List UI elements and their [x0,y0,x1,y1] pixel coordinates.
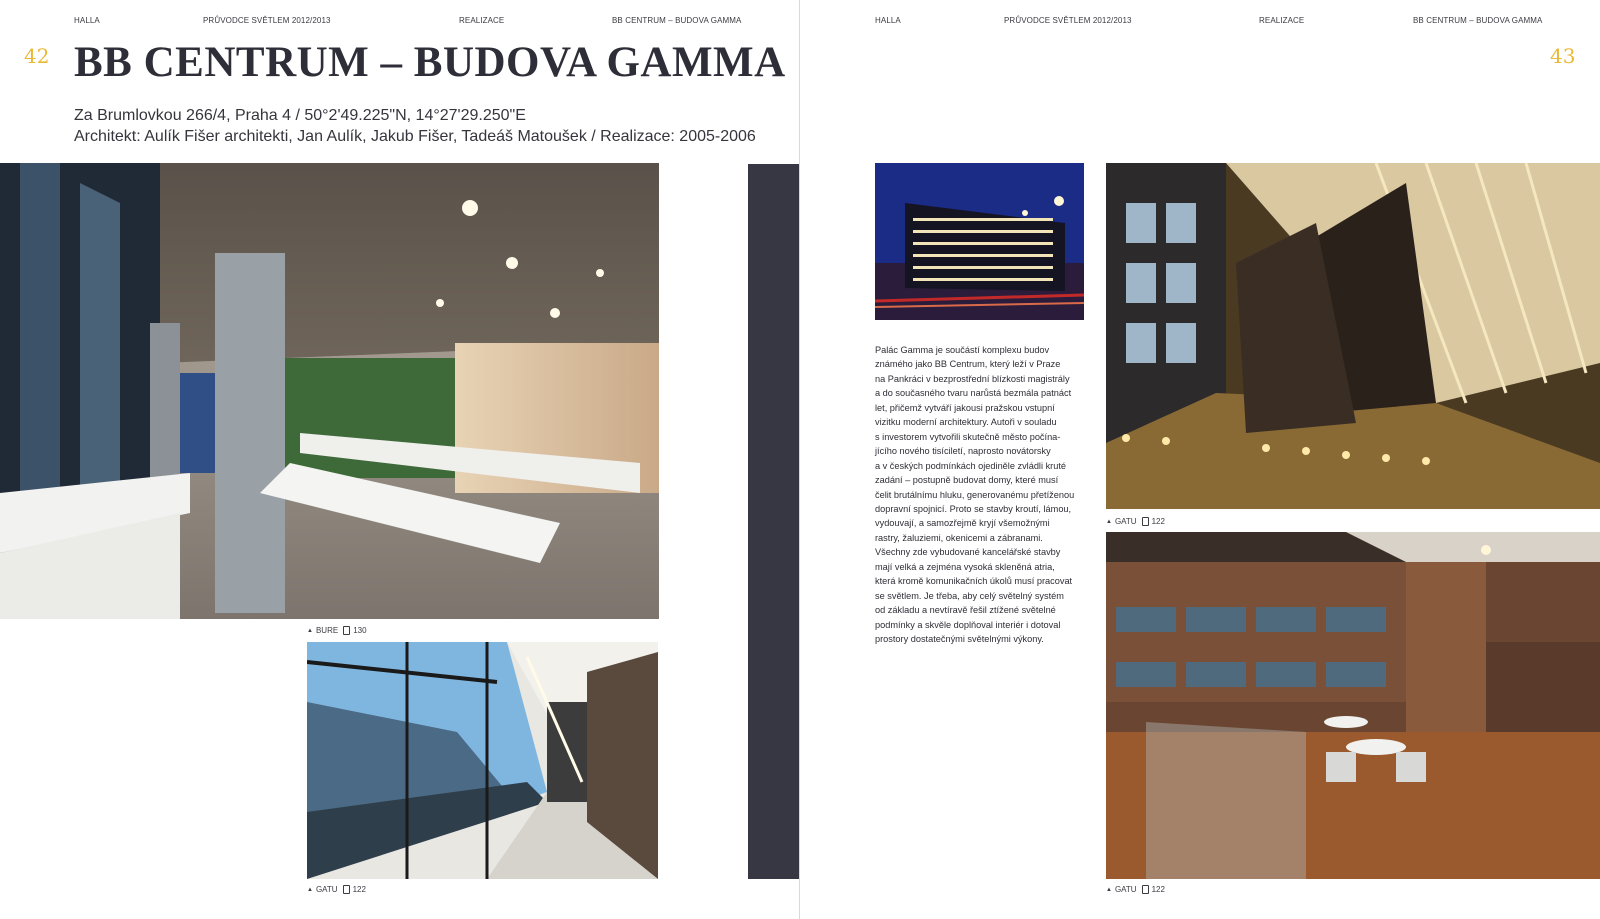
body-line: dopravní spojnicí. Proto se stavby kroutí, lámou, [875,503,1072,514]
architect-line: Architekt: Aulík Fišer architekti, Jan Aulík, Jakub Fišer, Tadeáš Matoušek / Realizace: 2005-2006 [74,128,756,145]
caption-brand: BURE [315,626,339,635]
caption-triangle-icon: ▲ [307,886,313,893]
caption-page-ref: 130 [353,626,367,635]
page-ref-icon [343,885,350,894]
corridor-illustration [307,642,658,879]
photo-caption-bure [307,626,367,635]
caption-brand: GATU [1114,885,1137,894]
atrium-illustration [1106,163,1600,509]
running-head-section-right: REALIZACE [1259,16,1305,25]
body-line: a do současného tvaru narůstá bezmála patnáct [875,388,1072,399]
body-line: se světlem. Je třeba, aby celý světelný systém [875,590,1064,601]
body-line: známého jako BB Centrum, který leží v Praze [875,359,1061,370]
body-line: vydouvají, a samozřejmě kryjí všemožnými [875,518,1050,529]
caption-triangle-icon: ▲ [307,627,313,634]
running-head-section: REALIZACE [459,16,505,25]
running-head-article-right: BB CENTRUM – BUDOVA GAMMA [1413,16,1543,25]
body-line: od základu a nevtíravě řešil ztížené světelné [875,605,1056,616]
article-title: BB CENTRUM – BUDOVA GAMMA [74,39,786,86]
caption-page-ref: 122 [352,885,366,894]
body-line: která kromě komunikačních úkolů musí pracovat [875,576,1073,587]
body-line: a v českých podmínkách ojediněle zvládli kruté [875,460,1066,471]
page-ref-icon [1142,885,1149,894]
page-number-left: 42 [24,44,50,68]
night-building-illustration [875,163,1084,320]
running-head-publisher-right: HALLA [875,16,901,25]
photo-atrium-skylight [1106,163,1600,509]
body-line: rastry, žaluziemi, okenicemi a zábranami. [875,532,1043,543]
canteen-illustration [0,163,659,619]
running-head-guide-right: PRŮVODCE SVĚTLEM 2012/2013 [1004,16,1132,25]
body-line: Palác Gamma je součástí komplexu budov [875,345,1050,355]
page-gutter [799,0,800,919]
body-line: let, přičemž vytváří jakousi pražskou vstupní [875,402,1055,413]
caption-brand: GATU [1114,517,1137,526]
body-line: vizitku moderní architektury. Autoři v souladu [875,417,1057,428]
body-line: čelit brutálnímu hluku, generovanému přetíženou [875,489,1075,500]
running-head-guide: PRŮVODCE SVĚTLEM 2012/2013 [203,16,331,25]
caption-page-ref: 122 [1151,885,1165,894]
body-line: podmínky a skvěle doplňoval interiér i dotoval [875,619,1061,630]
page-ref-icon [343,626,350,635]
photo-caption-gatu-left [307,885,366,894]
body-line: mají velká a zejména vysoká skleněná atria, [875,561,1055,572]
lobby-illustration [1106,532,1600,879]
caption-triangle-icon: ▲ [1106,518,1112,525]
caption-page-ref: 122 [1151,517,1165,526]
body-line: zadání – postupně budovat domy, které musí [875,475,1059,486]
running-head-publisher: HALLA [74,16,100,25]
body-line: s investorem vytvořili skutečně město počína- [875,431,1061,442]
body-line: jícího nového tisíciletí, naprosto novátorsky [875,446,1051,457]
caption-brand: GATU [315,885,338,894]
body-line: prostory dostatečnými světelnými výkony. [875,634,1044,645]
photo-caption-gatu-right-top [1106,517,1165,526]
decorative-dark-bar [748,164,800,879]
photo-canteen-interior [0,163,659,619]
photo-building-night [875,163,1084,320]
photo-glass-corridor [307,642,658,879]
page-number-right: 43 [1550,44,1576,68]
running-head-article: BB CENTRUM – BUDOVA GAMMA [612,16,742,25]
photo-lobby-interior [1106,532,1600,879]
article-body [875,343,1090,647]
address-line: Za Brumlovkou 266/4, Praha 4 / 50°2'49.225"N, 14°27'29.250"E [74,107,526,124]
caption-triangle-icon: ▲ [1106,886,1112,893]
page-ref-icon [1142,517,1149,526]
photo-caption-gatu-right-bottom [1106,885,1165,894]
body-line: na Pankráci v bezprostřední blízkosti magistrály [875,373,1070,384]
body-line: Všechny zde vybudované kancelářské stavby [875,547,1061,558]
